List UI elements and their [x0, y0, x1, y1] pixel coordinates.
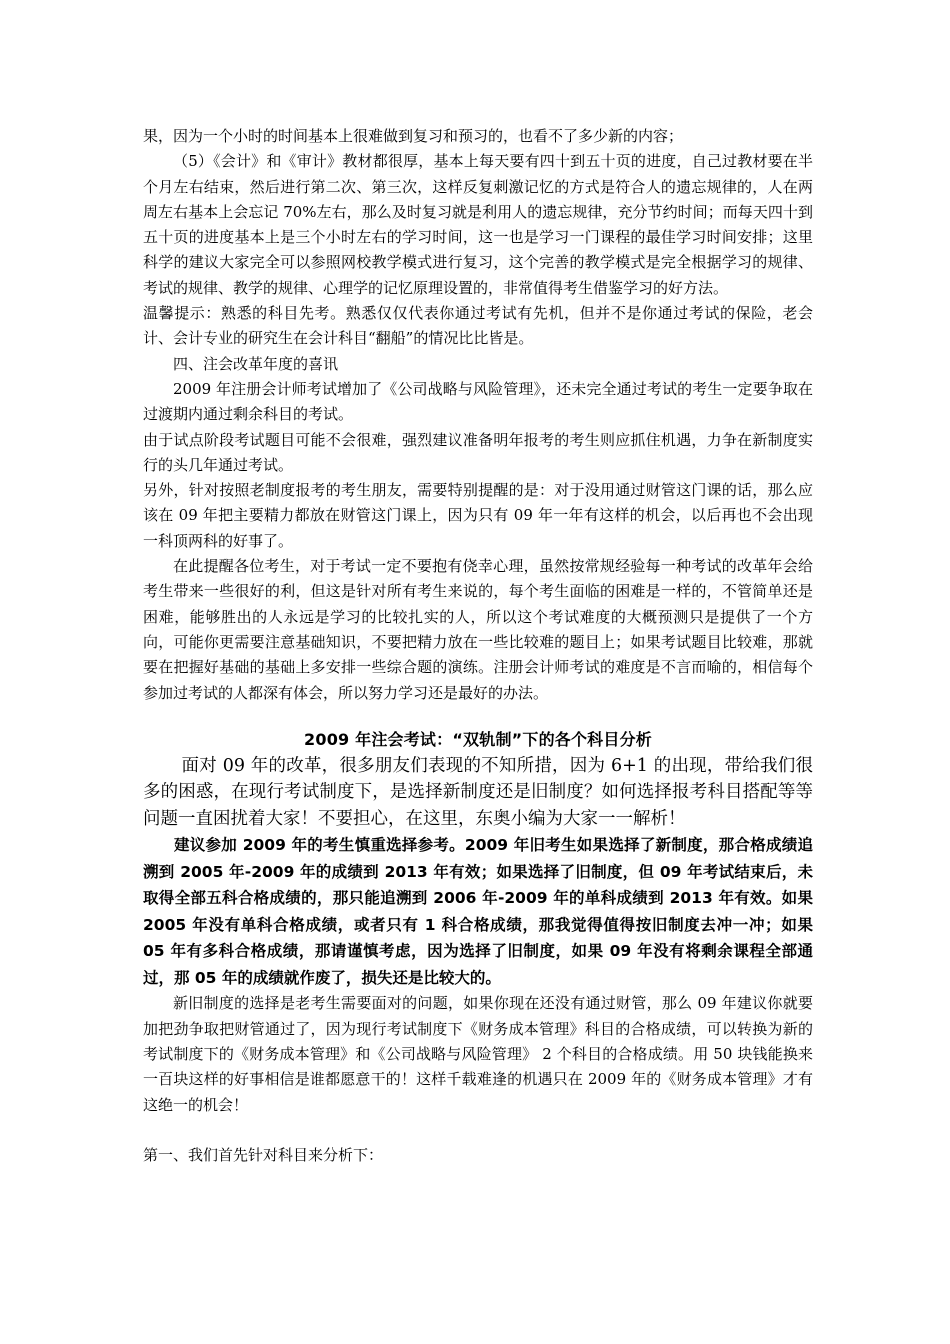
paragraph-closing: 新旧制度的选择是老考生需要面对的问题，如果你现在还没有通过财管，那么 09 年建议你就要加把劲争取把财管通过了，因为现行考试制度下《财务成本管理》科目的合格成绩，可以转换为新的考试制度下的《财务成本管理》和《公司战略与风险管理》 2 个科目的合格成绩。用 50 块钱能换来一百块这样的好事相信是谁都愿意干的！这样千载难逢的机遇只在 2009 年的《财务成本管理》才有这绝一的机会！	[143, 994, 813, 1114]
paragraph-reminder: 在此提醒各位考生，对于考试一定不要抱有侥幸心理，虽然按常规经验每一种考试的改革年会给考生带来一些很好的利，但这是针对所有考生来说的，每个考生面临的困难是一样的，不管简单还是困难，能够胜出的人永远是学习的比较扎实的人，所以这个考试难度的大概预测只是提供了一个方向，可能你更需要注意基础知识，不要把精力放在一些比较难的题目上；如果考试题目比较难，那就要在把握好基础的基础上多安排一些综合题的演练。注册会计师考试的难度是不言而喻的，相信每个参加过考试的人都深有体会，所以努力学习还是最好的办法。	[143, 557, 813, 702]
paragraph-bold-advice: 建议参加 2009 年的考生慎重选择参考。2009 年旧考生如果选择了新制度，那合格成绩追溯到 2005 年-2009 年的成绩到 2013 年有效；如果选择了旧制度，但 09 年考试结束后，未取得全部五科合格成绩的，那只能追溯到 2006 年-2009 年的单科成绩到 2013 年有效。如果 2005 年没有单科合格成绩，或者只有 1 科合格成绩，那我觉得值得按旧制度去冲一冲；如果 05 年有多科合格成绩，那请谨慎考虑，因为选择了旧制度，如果 09 年没有将剩余课程全部通过，那 05 年的成绩就作废了，损失还是比较大的。	[143, 836, 813, 987]
paragraph-2009-new-subject: 2009 年注册会计师考试增加了《公司战略与风险管理》，还未完全通过考试的考生一定要争取在过渡期内通过剩余科目的考试。	[143, 379, 813, 424]
paragraph-continuation: 果，因为一个小时的时间基本上很难做到复习和预习的，也看不了多少新的内容；	[143, 127, 684, 145]
subheading-reform-news: 四、注会改革年度的喜讯	[173, 354, 339, 373]
blank-line	[143, 1118, 813, 1143]
paragraph-old-system: 另外，针对按照老制度报考的考生朋友，需要特别提醒的是：对于没用通过财管这门课的话，那么应该在 09 年把主要精力都放在财管这门课上，因为只有 09 年一年有这样的机会，以后再也不会出现一科顶两科的好事了。	[143, 481, 813, 550]
paragraph-intro: 面对 09 年的改革，很多朋友们表现的不知所措，因为 6+1 的出现，带给我们很多的困惑，在现行考试制度下，是选择新制度还是旧制度？如何选择报考科目搭配等等问题一直困扰着大家！不要担心，在这里，东奥小编为大家一一解析！	[143, 755, 813, 829]
paragraph-final-line: 第一、我们首先针对科目来分析下：	[143, 1145, 384, 1164]
paragraph-pilot-stage: 由于试点阶段考试题目可能不会很难，强烈建议准备明年报考的考生则应抓住机遇，力争在新制度实行的头几年通过考试。	[143, 430, 813, 474]
paragraph-tip: 温馨提示：熟悉的科目先考。熟悉仅仅代表你通过考试有先机，但并不是你通过考试的保险，老会计、会计专业的研究生在会计科目“翻船”的情况比比皆是。	[143, 304, 813, 348]
paragraph-textbook-advice: （5）《会计》和《审计》教材都很厚，基本上每天要有四十到五十页的进度，自己过教材要在半个月左右结束，然后进行第二次、第三次，这样反复刺激记忆的方式是符合人的遗忘规律的，人在两周左右基本上会忘记 70%左右，那么及时复习就是利用人的遗忘规律，充分节约时间；而每天四十到五十页的进度基本上是三个小时左右的学习时间，这一也是学习一门课程的最佳学习时间安排；这里科学的建议大家完全可以参照网校教学模式进行复习，这个完善的教学模式是完全根据学习的规律、考试的规律、教学的规律、心理学的记忆原理设置的，非常值得考生借鉴学习的好方法。	[143, 152, 813, 297]
section-heading: 2009 年注会考试：“双轨制”下的各个科目分析	[304, 729, 652, 749]
document-page	[143, 124, 813, 1168]
